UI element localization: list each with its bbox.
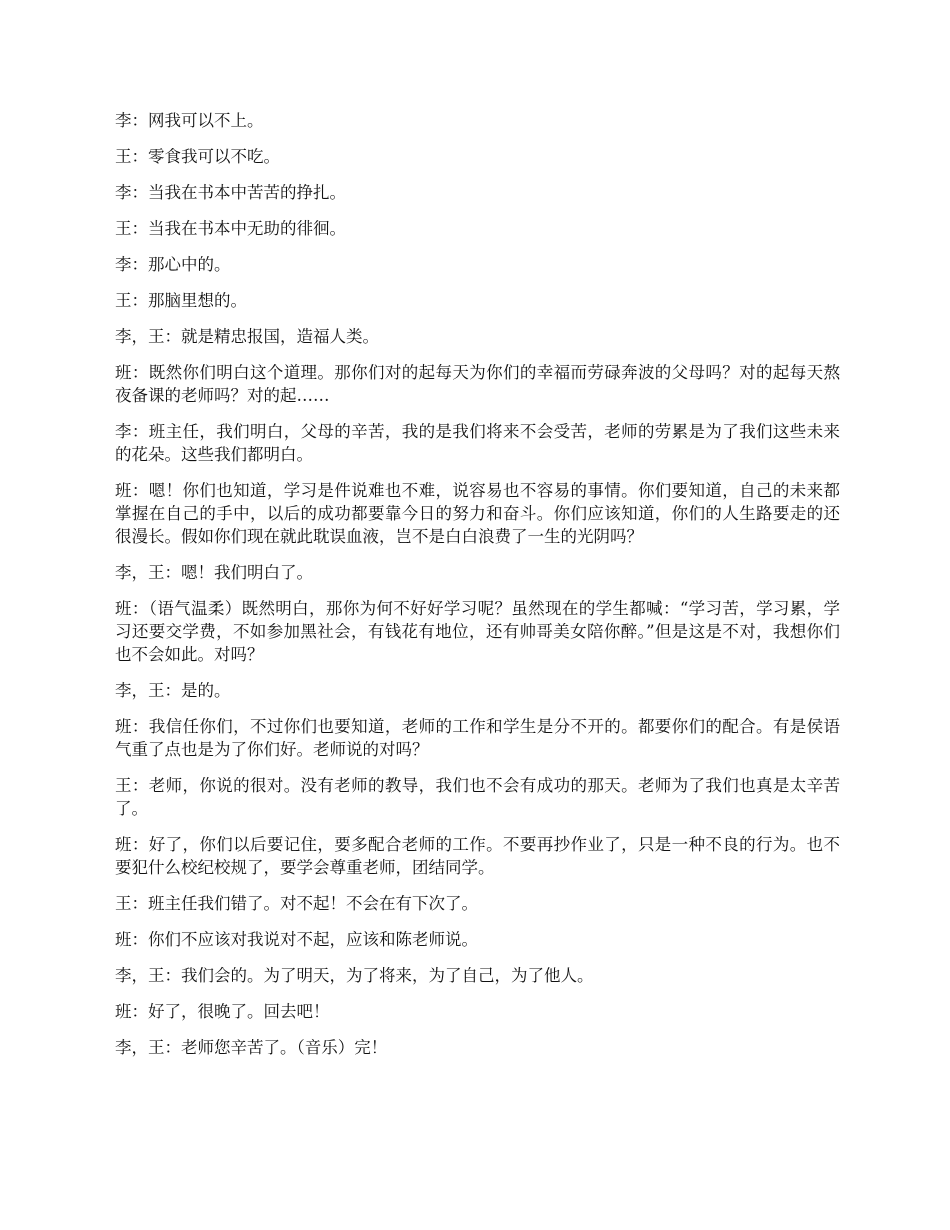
dialogue-paragraph: 李：那心中的。	[115, 255, 231, 274]
dialogue-paragraph: 李：当我在书本中苦苦的挣扎。	[115, 183, 346, 202]
dialogue-paragraph: 李：网我可以不上。	[115, 111, 264, 130]
dialogue-paragraph: 李，王：我们会的。为了明天，为了将来，为了自己，为了他人。	[115, 966, 594, 985]
dialogue-paragraph: 李，王：嗯！我们明白了。	[115, 563, 313, 582]
dialogue-paragraph: 班：你们不应该对我说对不起，应该和陈老师说。	[115, 930, 478, 949]
dialogue-paragraph: 王：零食我可以不吃。	[115, 147, 280, 166]
dialogue-paragraph: 李，王：就是精忠报国，造福人类。	[115, 327, 379, 346]
dialogue-paragraph: 李，王：是的。	[115, 681, 231, 700]
dialogue-paragraph: 班：好了，很晚了。回去吧！	[115, 1002, 330, 1021]
dialogue-paragraph: 班：既然你们明白这个道理。那你们对的起每天为你们的幸福而劳碌奔波的父母吗？对的起每天熬夜备课的老师吗？对的起……	[115, 363, 840, 405]
dialogue-paragraph: 王：那脑里想的。	[115, 291, 247, 310]
dialogue-paragraph: 班：嗯！你们也知道，学习是件说难也不难，说容易也不容易的事情。你们要知道，自己的未来都掌握在自己的手中，以后的成功都要靠今日的努力和奋斗。你们应该知道，你们的人生路要走的还很漫长。假如你们现在就此耽误血液，岂不是白白浪费了一生的光阴吗？	[115, 481, 840, 546]
dialogue-paragraph: 王：当我在书本中无助的徘徊。	[115, 219, 346, 238]
dialogue-paragraph: 班：我信任你们，不过你们也要知道，老师的工作和学生是分不开的。都要你们的配合。有是侯语气重了点也是为了你们好。老师说的对吗？	[115, 717, 840, 759]
dialogue-paragraph: 王：老师，你说的很对。没有老师的教导，我们也不会有成功的那天。老师为了我们也真是太辛苦了。	[115, 776, 840, 818]
dialogue-paragraph: 班：（语气温柔）既然明白，那你为何不好好学习呢？虽然现在的学生都喊：“学习苦，学习累，学习还要交学费，不如参加黑社会，有钱花有地位，还有帅哥美女陪你醉。”但是这是不对，我想你们也不会如此。对吗？	[115, 599, 840, 664]
dialogue-paragraph: 李：班主任，我们明白，父母的辛苦，我的是我们将来不会受苦，老师的劳累是为了我们这些未来的花朵。这些我们都明白。	[115, 422, 840, 464]
dialogue-paragraph: 班：好了，你们以后要记住，要多配合老师的工作。不要再抄作业了，只是一种不良的行为。也不要犯什么校纪校规了，要学会尊重老师，团结同学。	[115, 835, 840, 877]
dialogue-paragraph: 李，王：老师您辛苦了。（音乐）完！	[115, 1038, 388, 1057]
dialogue-paragraph: 王：班主任我们错了。对不起！不会在有下次了。	[115, 894, 478, 913]
